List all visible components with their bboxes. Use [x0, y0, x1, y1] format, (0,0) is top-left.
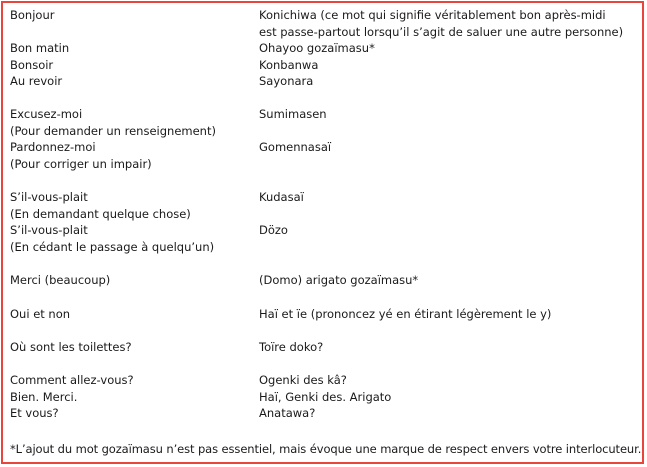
- french-text: S’il-vous-plait: [10, 223, 88, 237]
- japanese-cell: [259, 40, 639, 57]
- japanese-text: est passe-partout lorsqu’il s’agit de saluer une autre personne): [259, 24, 624, 39]
- japanese-text: Gomennasaï: [259, 140, 332, 154]
- japanese-cell: [259, 139, 639, 156]
- japanese-text: Ogenki des kâ?: [259, 373, 347, 387]
- japanese-text: Dözo: [259, 223, 288, 237]
- japanese-text: Sumimasen: [259, 107, 327, 121]
- japanese-cell: [259, 339, 639, 356]
- japanese-cell: [259, 389, 639, 406]
- french-text: (En demandant quelque chose): [10, 206, 191, 221]
- french-cell: [10, 40, 250, 57]
- french-text: Merci (beaucoup): [10, 273, 111, 287]
- french-cell: [10, 73, 250, 90]
- french-cell: [10, 57, 250, 74]
- french-text: (Pour corriger un impair): [10, 156, 152, 171]
- french-text: Où sont les toilettes?: [10, 340, 132, 354]
- french-text: Et vous?: [10, 406, 59, 420]
- french-text: (En cédant le passage à quelqu’un): [10, 239, 215, 254]
- french-cell: [10, 106, 250, 139]
- french-text: S’il-vous-plait: [10, 190, 88, 204]
- japanese-cell: [259, 372, 639, 389]
- french-text: Bien. Merci.: [10, 389, 78, 404]
- french-text: Bon matin: [10, 41, 70, 55]
- japanese-cell: [259, 189, 639, 206]
- japanese-text: Konbanwa: [259, 57, 319, 72]
- japanese-cell: [259, 306, 639, 323]
- french-cell: [10, 272, 250, 289]
- french-cell: [10, 7, 250, 24]
- japanese-text: Ohayoo gozaïmasu*: [259, 41, 375, 55]
- japanese-cell: [259, 73, 639, 90]
- japanese-cell: [259, 7, 639, 40]
- japanese-cell: [259, 272, 639, 289]
- french-text: Bonsoir: [10, 57, 54, 72]
- french-cell: [10, 405, 250, 422]
- french-text: Excusez-moi: [10, 107, 83, 121]
- french-cell: [10, 339, 250, 356]
- japanese-text: Haï et ïe (prononcez yé en étirant légèrement le y): [259, 307, 552, 321]
- japanese-text: Anatawa?: [259, 406, 316, 420]
- french-text: Pardonnez-moi: [10, 140, 96, 154]
- french-text: Comment allez-vous?: [10, 373, 134, 387]
- french-cell: [10, 189, 250, 222]
- french-cell: [10, 306, 250, 323]
- japanese-text: Konichiwa (ce mot qui signifie véritablement bon après-midi: [259, 8, 606, 22]
- japanese-text: (Domo) arigato gozaïmasu*: [259, 273, 419, 287]
- japanese-text: Toïre doko?: [259, 340, 324, 354]
- japanese-text: Sayonara: [259, 74, 314, 88]
- japanese-text: Haï, Genki des. Arigato: [259, 389, 392, 404]
- french-cell: [10, 222, 250, 255]
- japanese-cell: [259, 106, 639, 123]
- french-cell: [10, 139, 250, 172]
- japanese-cell: [259, 222, 639, 239]
- french-text: Oui et non: [10, 307, 71, 321]
- japanese-text: Kudasaï: [259, 190, 304, 204]
- footnote: *L’ajout du mot gozaïmasu n’est pas essentiel, mais évoque une marque de respect envers votre interlocuteur.: [10, 442, 642, 456]
- french-cell: [10, 389, 250, 406]
- french-text: Au revoir: [10, 74, 63, 88]
- french-cell: [10, 372, 250, 389]
- japanese-cell: [259, 405, 639, 422]
- japanese-cell: [259, 57, 639, 74]
- french-text: (Pour demander un renseignement): [10, 123, 216, 138]
- french-text: Bonjour: [10, 8, 55, 22]
